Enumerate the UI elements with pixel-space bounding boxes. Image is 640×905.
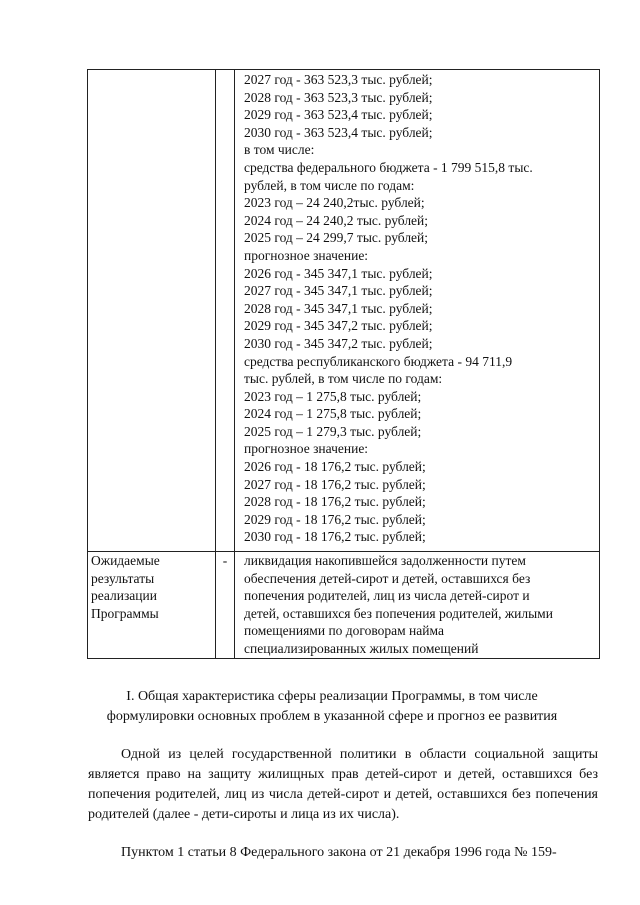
row-dash-cell [216,70,235,552]
row-dash-cell [216,552,235,659]
funding-line: 2027 год - 345 347,1 тыс. рублей; [244,283,433,299]
funding-line: 2024 год – 24 240,2 тыс. рублей; [244,212,429,228]
funding-line: тыс. рублей, в том числе по годам: [244,371,443,387]
funding-line: 2027 год - 18 176,2 тыс. рублей; [244,476,426,492]
funding-line: 2023 год – 1 275,8 тыс. рублей; [244,388,422,404]
program-passport-table [87,69,600,659]
section-heading-line: формулировки основных проблем в указанной сфере и прогноз ее развития [106,709,558,724]
funding-line: 2028 год - 18 176,2 тыс. рублей; [244,494,426,510]
section-heading-line: I. Общая характеристика сферы реализации Программы, в том числе [126,689,538,704]
funding-line: 2030 год - 363 523,4 тыс. рублей; [244,124,433,140]
result-line: попечения родителей, лиц из числа детей-сирот и [244,588,530,604]
funding-line: 2029 год - 345 347,2 тыс. рублей; [244,318,433,334]
funding-line: 2026 год - 345 347,1 тыс. рублей; [244,265,433,281]
result-line: специализированных жилых помещений [244,641,479,656]
label-line: Программы [91,605,159,621]
row-name-cell [88,70,216,552]
funding-line: прогнозное значение: [244,247,369,263]
dash-mark: - [222,553,228,569]
funding-line: 2025 год – 24 299,7 тыс. рублей; [244,230,429,246]
section-heading [62,687,602,727]
label-line: реализации [91,588,157,604]
body-paragraph: Пунктом 1 статьи 8 Федерального закона от 21 декабря 1996 года № 159- [121,845,557,860]
funding-line: 2024 год – 1 275,8 тыс. рублей; [244,406,422,422]
label-line: результаты [91,570,155,586]
table-row-expected-results [88,552,600,659]
result-line: ликвидация накопившейся задолженности путем [244,553,526,569]
result-line: помещениями по договорам найма [244,623,444,639]
funding-line: 2029 год - 18 176,2 тыс. рублей; [244,511,426,527]
funding-line: 2026 год - 18 176,2 тыс. рублей; [244,459,426,475]
funding-line: 2030 год - 18 176,2 тыс. рублей; [244,529,426,545]
result-line: обеспечения детей-сирот и детей, оставшихся без [244,570,531,586]
label-line: Ожидаемые [91,553,160,569]
funding-line: средства республиканского бюджета - 94 711,9 [244,353,513,369]
funding-line: 2029 год - 363 523,4 тыс. рублей; [244,107,433,123]
funding-line: 2028 год - 363 523,3 тыс. рублей; [244,89,433,105]
table-row-funding [88,70,600,552]
funding-line: 2030 год - 345 347,2 тыс. рублей; [244,335,433,351]
funding-line: 2023 год – 24 240,2тыс. рублей; [244,195,425,211]
funding-line: средства федерального бюджета - 1 799 515,8 тыс. [244,159,533,175]
funding-line: 2025 год – 1 279,3 тыс. рублей; [244,423,422,439]
funding-line: рублей, в том числе по годам: [244,177,415,193]
result-line: детей, оставшихся без попечения родителей, жилыми [244,605,553,621]
funding-line: в том числе: [244,142,315,158]
body-paragraph: Одной из целей государственной политики в области социальной защиты является право на защиту жилищных прав детей-сирот и детей, оставшихся без попечения родителей, лиц из числа детей-сирот и детей, оставшихся без попечения родителей (далее - дети-сироты и лица из их числа). [88,747,598,822]
funding-line: прогнозное значение: [244,441,369,457]
funding-line: 2028 год - 345 347,1 тыс. рублей; [244,300,433,316]
expected-results-cell [235,552,600,659]
expected-results-label-cell [88,552,216,659]
funding-details-cell [235,70,600,552]
funding-line: 2027 год - 363 523,3 тыс. рублей; [244,72,433,87]
